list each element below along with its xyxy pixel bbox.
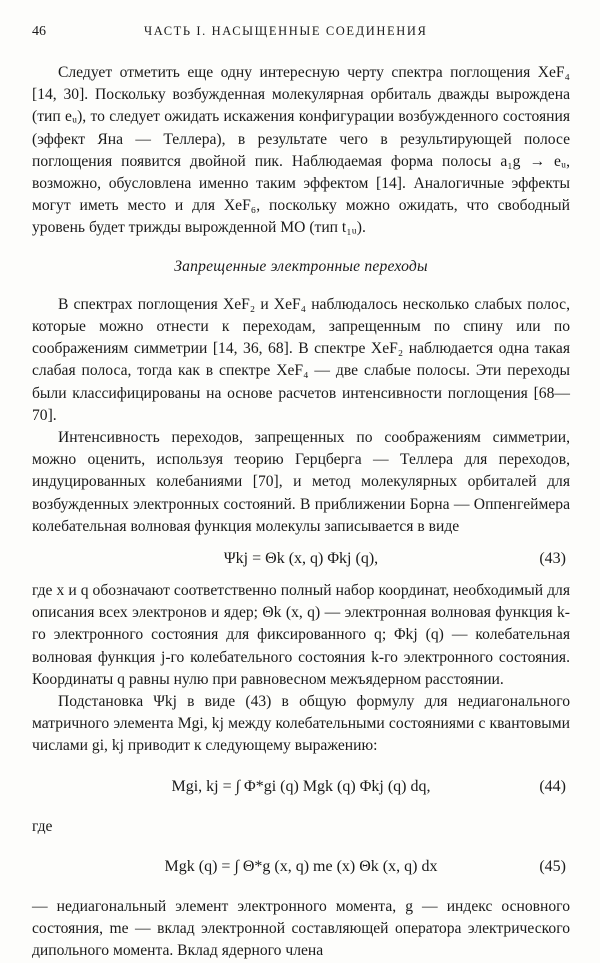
- equation-45: [32, 848, 570, 886]
- equation-44-expression: Mgi, kj = ∫ Φ*gi (q) Mgk (q) Φkj (q) dq,: [171, 777, 431, 795]
- page-number: 46: [32, 24, 46, 39]
- paragraph-coordinates: где x и q обозначают соответственно полный набор координат, необходимый для описания всех электронов и ядер; Θk (x, q) — электронная волновая функция k-го электронного состояния для фиксированного q; Φkj (q) — колебательная волновая функция j-го колебательного состояния k-го электронного состояния. Координаты q равны нулю при равновесном межъядерном расстоянии.: [32, 582, 570, 688]
- equation-44-number: (44): [539, 777, 566, 795]
- equation-43-expression: Ψkj = Θk (x, q) Φkj (q),: [223, 550, 379, 568]
- paragraph-dipole-moment: — недиагональный элемент электронного момента, g — индекс основного состояния, me — вклад электронной составляющей оператора электрического дипольного момента. Вклад ядерного члена: [32, 897, 570, 960]
- page-body: [32, 62, 570, 963]
- equation-45-expression: Mgk (q) = ∫ Θ*g (x, q) me (x) Θk (x, q) dx: [164, 857, 438, 875]
- paragraph-herzberg-teller: Интенсивность переходов, запрещенных по соображениям симметрии, можно оценить, используя теорию Герцберга — Теллера для переходов, индуцированных колебаниями [70], и метод молекулярных орбиталей для возбужденных электронных состояний. В приближении Борна — Оппенгеймера колебательная волновая функция молекулы записывается в виде: [32, 429, 570, 535]
- equation-43: [32, 544, 570, 574]
- paragraph-jahn-teller: Следует отметить еще одну интересную черту спектра поглощения XeF₄ [14, 30]. Поскольку возбужденная молекулярная орбиталь дважды вырождена (тип eᵤ), то следует ожидать искажения конфигурации возбужденного состояния (эффект Яна — Теллера), в результате чего в результирующей полосе поглощения появится двойной пик. Наблюдаемая форма полосы a₁g → eᵤ, возможно, обусловлена именно таким эффектом [14]. Аналогичные эффекты могут иметь место и для XeF₆, поскольку можно ожидать, что свободный уровень будет трижды вырожденной МО (тип t₁ᵤ).: [32, 64, 570, 237]
- page-header: [32, 24, 570, 44]
- running-title: ЧАСТЬ I. НАСЫЩЕННЫЕ СОЕДИНЕНИЯ: [144, 24, 428, 38]
- paragraph-substitution: Подстановка Ψkj в виде (43) в общую формулу для недиагонального матричного элемента Mgi, kj между колебательными состояниями с квантовыми числами gi, kj приводит к следующему выражению:: [32, 693, 570, 755]
- equation-43-number: (43): [539, 550, 566, 568]
- paragraph-weak-bands: В спектрах поглощения XeF₂ и XeF₄ наблюдалось несколько слабых полос, которые можно отнести к переходам, запрещенным по спину или по соображениям симметрии [14, 36, 68]. В спектре XeF₂ наблюдается одна такая слабая полоса, тогда как в спектре XeF₄ — две слабые полосы. Эти переходы были классифицированы на основе расчетов интенсивности поглощения [68—70].: [32, 295, 570, 424]
- word-where: где: [32, 817, 53, 835]
- equation-44: [32, 768, 570, 806]
- section-title: Запрещенные электронные переходы: [174, 257, 428, 275]
- equation-45-number: (45): [539, 857, 566, 875]
